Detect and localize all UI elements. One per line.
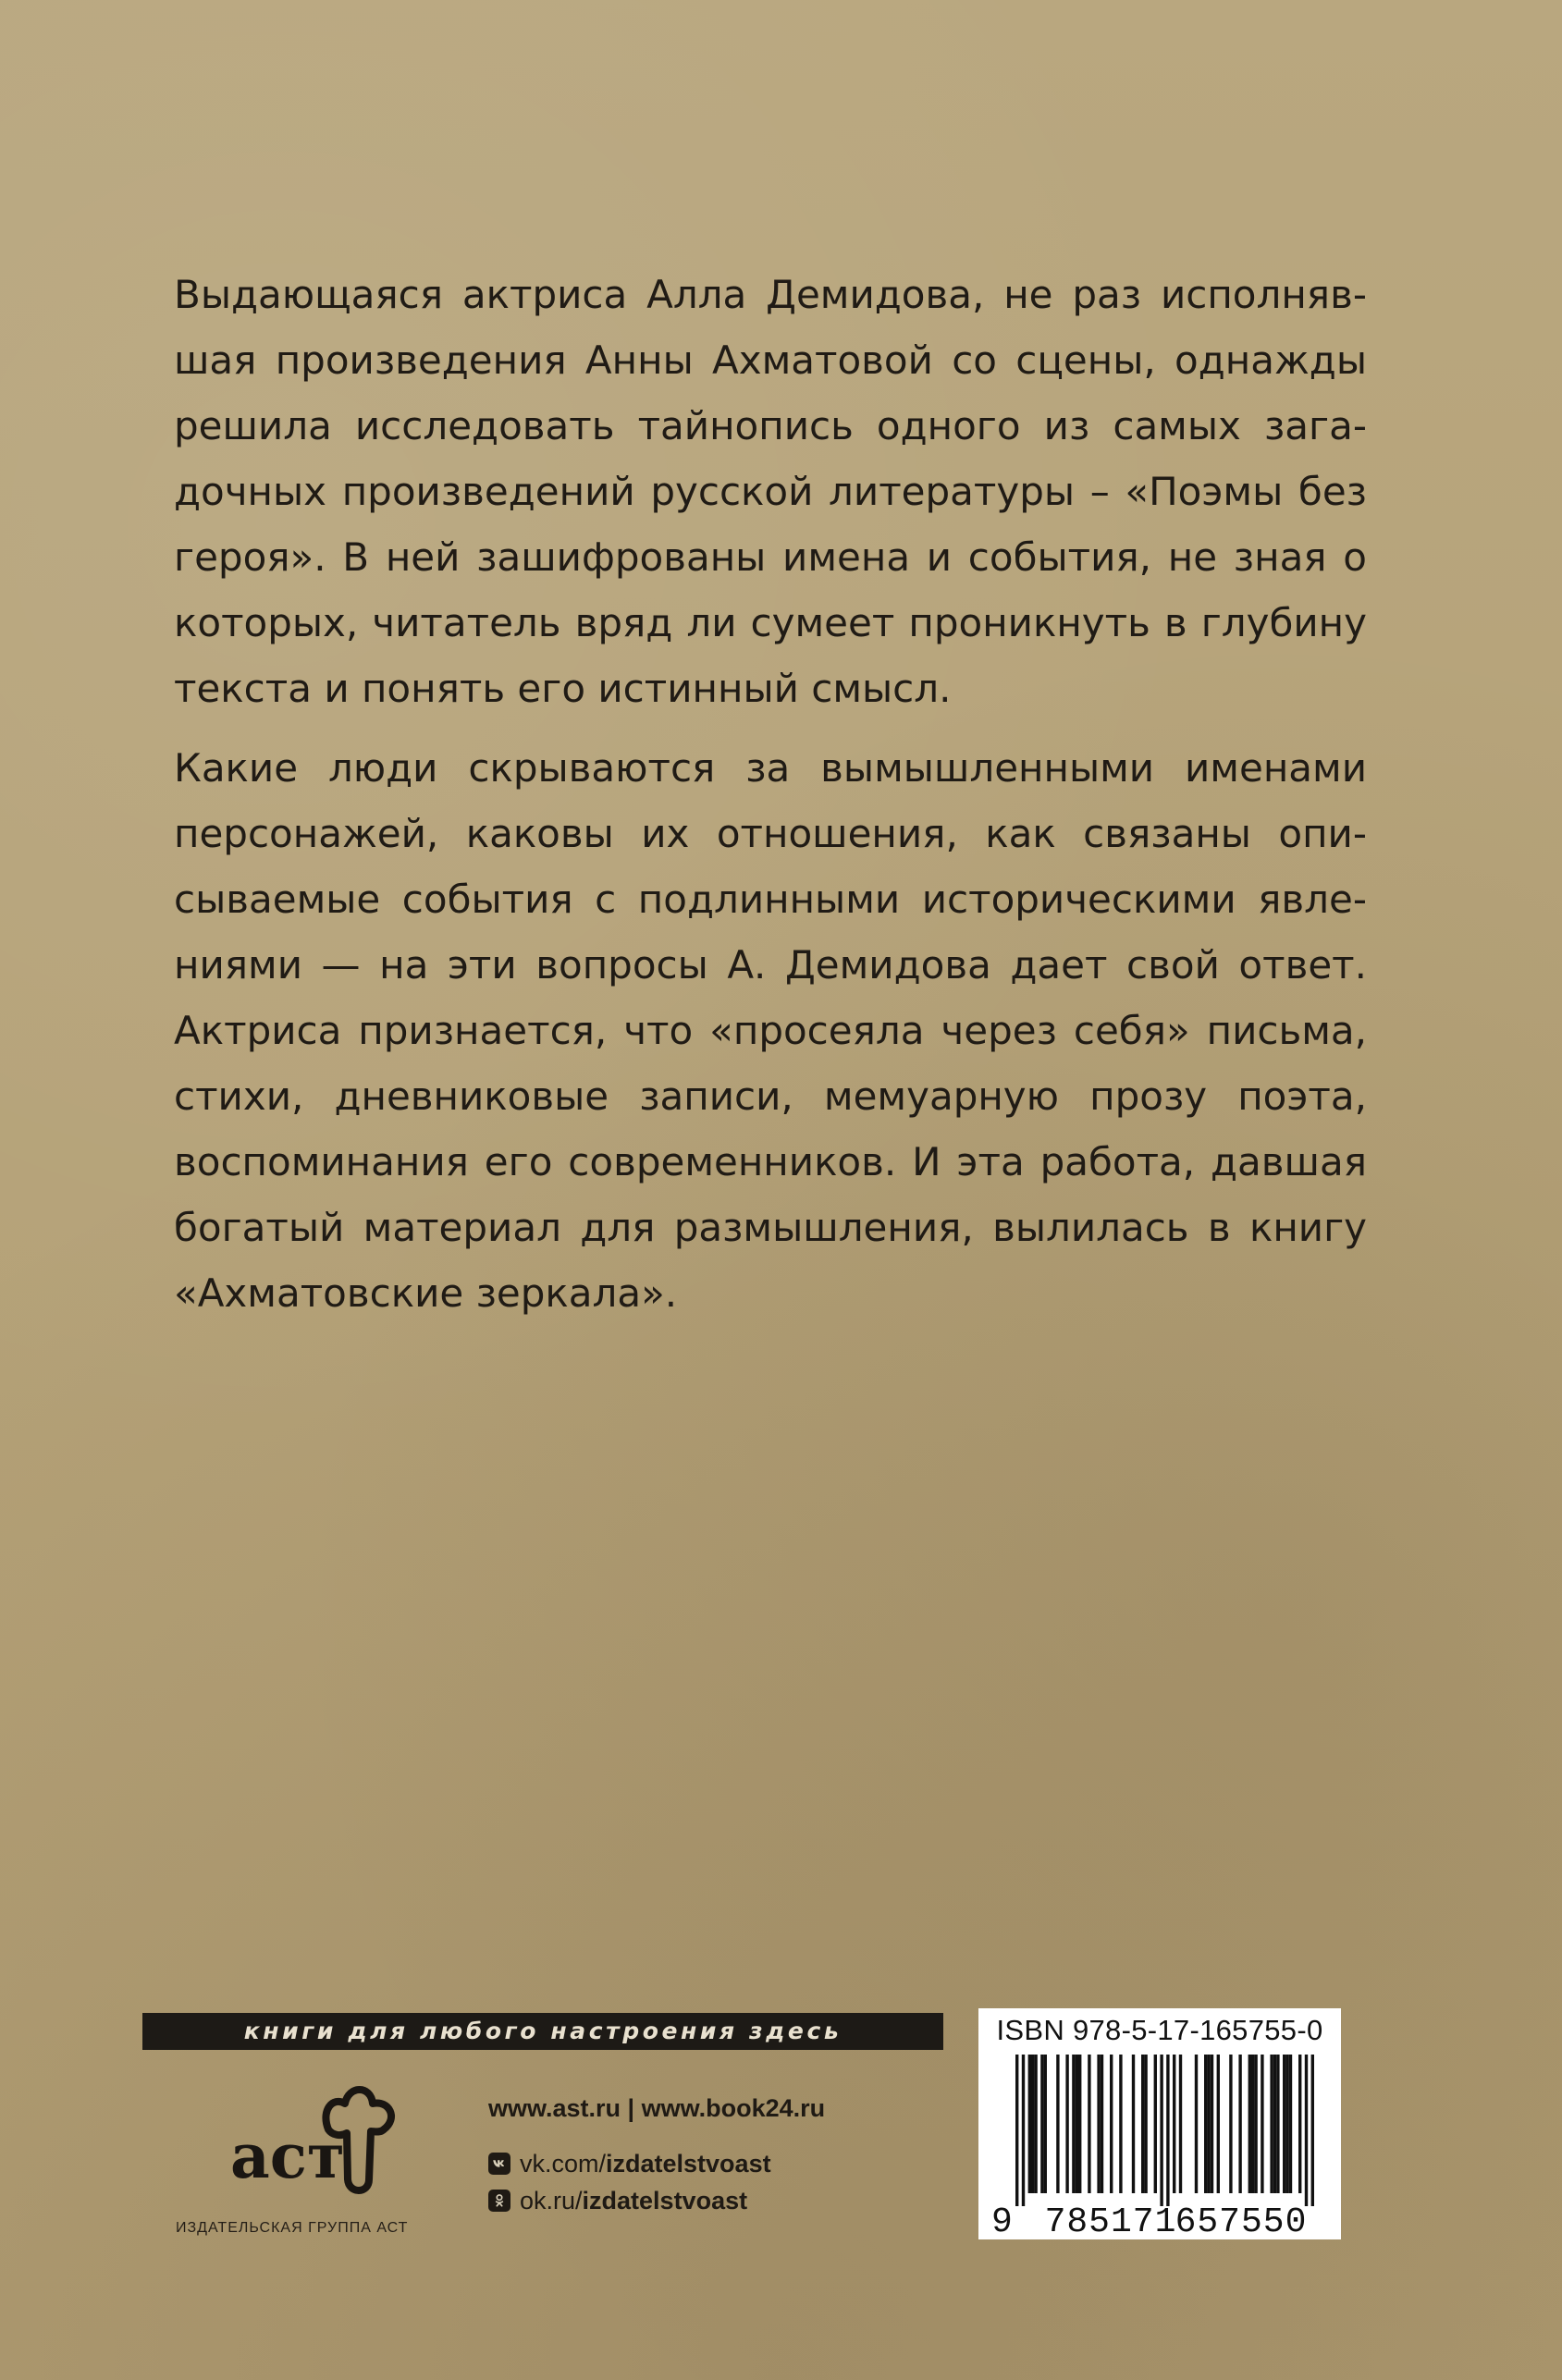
barcode-bar-3 [1031, 2055, 1034, 2193]
ok-link-handle: izdatelstvoast [582, 2187, 748, 2214]
barcode-bar-29 [1217, 2055, 1220, 2193]
annotation-text [174, 262, 1367, 1340]
barcode-bar-10 [1076, 2055, 1078, 2193]
isbn-label: ISBN 978-5-17-165755-0 [996, 2014, 1323, 2046]
barcode-panel [978, 2008, 1341, 2239]
barcode-bar-4 [1034, 2055, 1037, 2193]
barcode-bar-17 [1132, 2055, 1135, 2193]
barcode-bar-13 [1097, 2055, 1100, 2193]
ok-link-prefix: ok.ru/ [520, 2187, 583, 2214]
barcode-bar-42 [1298, 2055, 1301, 2193]
barcode-digits-left: 785171 [1044, 2202, 1177, 2235]
barcode-bar-7 [1056, 2055, 1059, 2193]
barcode-bar-23 [1173, 2055, 1175, 2193]
annotation-paragraph-2: Какие люди скрываются за вымышленными именами персонажей, каковы их отношения, как связаны описываемые события с подлинными историческими явлениями — на эти вопросы А. Демидова дает свой ответ. Актриса признается, что «просеяла через себя» письма, стихи, дневниковые записи, мемуарную прозу поэта, воспоминания его современников. И эта работа, давшая богатый материал для размышления, вылилась в книгу «Ахматовские зеркала». [174, 745, 1367, 1316]
barcode-digit-lead: 9 [991, 2202, 1013, 2235]
barcode-bar-35 [1261, 2055, 1263, 2193]
barcode-bar-15 [1110, 2055, 1113, 2193]
barcode-bar-2 [1028, 2055, 1031, 2193]
vk-link-prefix: vk.com/ [520, 2150, 607, 2178]
barcode-bar-6 [1044, 2055, 1047, 2193]
barcode-bar-11 [1078, 2055, 1081, 2193]
barcode-bar-38 [1276, 2055, 1279, 2193]
vk-link-handle: izdatelstvoast [606, 2150, 771, 2178]
barcode-bar-21 [1160, 2055, 1162, 2206]
barcode-bar-34 [1254, 2055, 1257, 2193]
ok-icon [488, 2190, 510, 2212]
publisher-websites[interactable]: www.ast.ru | www.book24.ru [488, 2094, 826, 2122]
barcode-bar-24 [1179, 2055, 1182, 2193]
barcode-bar-41 [1289, 2055, 1292, 2193]
barcode-digits-right: 657550 [1175, 2202, 1308, 2235]
barcode-bar-39 [1283, 2055, 1285, 2193]
barcode-bar-8 [1065, 2055, 1068, 2193]
vk-icon [488, 2153, 510, 2175]
barcode-bar-14 [1101, 2055, 1103, 2193]
barcode-bar-43 [1305, 2055, 1308, 2206]
barcode-bar-32 [1248, 2055, 1251, 2193]
barcode-bar-1 [1022, 2055, 1025, 2206]
publisher-caption: ИЗДАТЕЛЬСКАЯ ГРУППА АСТ [176, 2220, 409, 2236]
barcode-bar-12 [1088, 2055, 1090, 2193]
barcode-bar-40 [1285, 2055, 1288, 2193]
barcode-bar-16 [1119, 2055, 1122, 2193]
barcode-bar-25 [1195, 2055, 1198, 2193]
barcode-bar-20 [1154, 2055, 1157, 2193]
slogan-bar: книги для любого настроения здесь [142, 2013, 943, 2050]
barcode-bar-36 [1270, 2055, 1273, 2193]
ast-logo-icon [217, 2076, 402, 2214]
barcode-bar-19 [1144, 2055, 1147, 2193]
barcode-bar-22 [1166, 2055, 1169, 2206]
barcode-bar-37 [1273, 2055, 1276, 2193]
annotation-paragraph-1: Выдающаяся актриса Алла Демидова, не раз исполнявшая произведения Анны Ахматовой со сцены, однажды решила исследовать тайнопись одного из самых загадочных произведений русской литературы – «Поэмы без героя». В ней зашифрованы имена и события, не зная о которых, читатель вряд ли сумеет проникнуть в глубину текста и понять его истинный смысл. [174, 272, 1367, 711]
barcode-bar-18 [1141, 2055, 1144, 2193]
barcode-bar-33 [1251, 2055, 1254, 2193]
barcode-bar-9 [1072, 2055, 1075, 2193]
barcode-bar-26 [1204, 2055, 1207, 2193]
barcode-bar-27 [1207, 2055, 1210, 2193]
barcode-bar-44 [1311, 2055, 1314, 2206]
barcode-bars [1015, 2055, 1314, 2206]
barcode-bar-0 [1015, 2055, 1018, 2206]
barcode-bar-28 [1211, 2055, 1213, 2193]
ast-logo-text: аст [230, 2120, 345, 2192]
ok-link[interactable] [488, 2182, 969, 2219]
ast-logo [217, 2076, 402, 2214]
ean13-barcode [990, 2055, 1330, 2235]
barcode-bar-30 [1229, 2055, 1232, 2193]
vk-link[interactable] [488, 2145, 969, 2182]
barcode-bar-31 [1238, 2055, 1241, 2193]
barcode-bar-5 [1040, 2055, 1043, 2193]
publisher-contacts [488, 2090, 969, 2219]
